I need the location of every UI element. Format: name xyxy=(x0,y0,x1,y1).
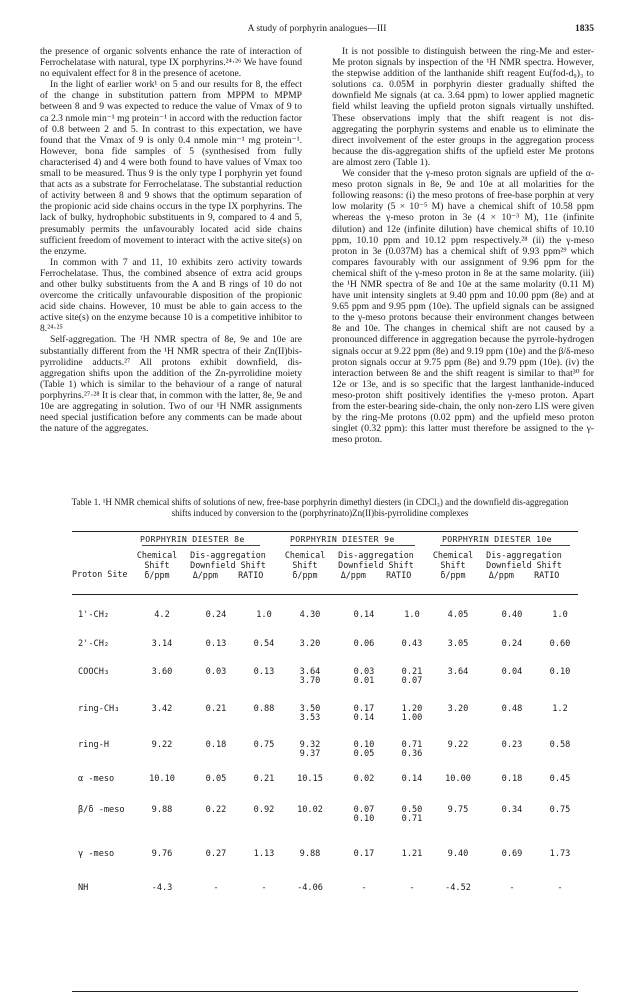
table-cell: 0.02 xyxy=(353,774,375,784)
table-cell: 9.75 xyxy=(447,805,469,815)
table-cell: 9.88 xyxy=(299,849,321,859)
table-cell: 0.50 xyxy=(401,805,423,815)
table-cell: 0.17 xyxy=(353,849,375,859)
table-cell: 0.05 xyxy=(353,749,375,759)
proton-site-header: Proton Site xyxy=(72,569,128,579)
table-cell: 9.22 xyxy=(151,740,173,750)
table-bottom-rule xyxy=(72,991,578,992)
table-cell: 0.03 xyxy=(353,667,375,677)
table-cell: 0.03 xyxy=(205,667,227,677)
table-cell: 0.21 xyxy=(205,704,227,714)
proton-site-label: 1'-CH₂ xyxy=(78,610,110,620)
table-cell: 0.27 xyxy=(205,849,227,859)
table-cell: 0.75 xyxy=(549,805,571,815)
table-cell: 0.58 xyxy=(549,740,571,750)
table-cell: 0.13 xyxy=(253,667,275,677)
table-cell: -4.3 xyxy=(151,883,173,893)
table-cell: 0.14 xyxy=(401,774,423,784)
table-cell: 0.21 xyxy=(401,667,423,677)
table-cell: 0.05 xyxy=(205,774,227,784)
paragraph: In the light of earlier work¹ on 5 and our results for 8, the effect of the change in substitution pattern from MPPM to MPMP between 8 and 9 was expected to reduce the value of Vmax of 9 to ca 2.3 nmole min⁻¹ mg protein⁻¹ in accord with the reduction factor of 0.8 between 2 and 5. In contrast to this expectation, we have found that the Vmax of 9 is only 0.4 nmole min⁻¹ mg protein⁻¹. However, bona fide samples of 5 (synthesised from fully characterised 4) and 4 were both found to have values of Vmax too small to be measured. Thus 9 is the only type I porphyrin yet found that acts as a substrate for Ferrochelatase. The substantial reduction of activity between 8 and 9 shows that the optimum separation of the propionic acid side chains occurs in the type IX porphyrins. The lack of bulky, hydrophobic substituents in 9, compared to 4 and 5, presumably permits the unfavourably located acid side chains sufficient freedom of movement to interact with the active site(s) on the enzyme. xyxy=(40,79,302,257)
proton-site-label: α -meso xyxy=(78,774,115,784)
table-cell: 3.60 xyxy=(151,667,173,677)
table-cell: 0.07 xyxy=(353,805,375,815)
table-cell: 3.64 xyxy=(299,667,321,677)
group-underline xyxy=(290,545,415,546)
paragraph: We consider that the γ-meso proton signals are upfield of the α-meso proton signals in 8e, 9e and 10e at all molarities for the following reasons: (i) the meso protons of free-base porphin at very low molarity (5 × 10⁻⁵ M) have a chemical shift of 10.58 ppm whereas the γ-meso proton in 3e (4 × 10⁻³ M), 11e (infinite dilution) and 12e (infinite dilution) have chemical shifts of 10.10 ppm, 10.10 ppm and 10.12 ppm respectively.²⁸ (ii) the γ-meso proton in 3e (0.037M) has a chemical shift of 9.93 ppm²⁹ which compares favourably with our assignment of 9.96 ppm for the chemical shift of the γ-meso proton in 8e at the same molarity. (iii) the ¹H NMR spectra of 8e and 10e at the same molarity (0.11 M) have unit intensity singlets at 9.40 ppm and 10.00 ppm (8e) and at 9.65 ppm and 9.95 ppm (10e). The upfield signals can be assigned to the γ-meso protons because their environment changes between 8e and 10e. The changes in chemical shift are not caused by a pronounced difference in aggregation because the pyrrole-hydrogen signals occur at 9.22 ppm (8e) and 9.19 ppm (10e) and the β/δ-meso proton signals occur at 9.75 ppm (8e) and 9.79 ppm (10e). (iv) the interaction between 8e and the shift reagent is similar to that³⁰ for 12e or 13e, and is so specific that the largest lanthanide-induced meso-proton shift positively identifies the γ-meso proton. Apart from the ester-bearing side-chain, the only non-zero LIS were given by the ring-Me protons (0.02 ppm) and the upfield meso proton singlet (0.32 ppm): this latter must therefore be assigned to the γ-meso proton. xyxy=(332,168,594,446)
table-cell: 0.24 xyxy=(205,610,227,620)
table-cell: 0.04 xyxy=(501,667,523,677)
table-cell: 0.21 xyxy=(253,774,275,784)
table-top-rule xyxy=(72,531,578,532)
table-cell: 0.69 xyxy=(501,849,523,859)
table-cell: 1.00 xyxy=(401,713,423,723)
table-cell: 9.88 xyxy=(151,805,173,815)
table-cell: - xyxy=(213,883,219,893)
table-cell: 0.10 xyxy=(353,814,375,824)
proton-site-label: β/δ -meso xyxy=(78,805,125,815)
table-cell: 3.20 xyxy=(299,639,321,649)
table-cell: 10.15 xyxy=(297,774,323,784)
table-cell: 0.10 xyxy=(549,667,571,677)
table-cell: 3.53 xyxy=(299,713,321,723)
table-cell: 4.05 xyxy=(447,610,469,620)
table-cell: 0.75 xyxy=(253,740,275,750)
table-cell: 0.54 xyxy=(253,639,275,649)
table-cell: 0.10 xyxy=(353,740,375,750)
table-cell: 0.01 xyxy=(353,676,375,686)
proton-site-label: NH xyxy=(78,883,89,893)
disaggregation-header: Dis-aggregation Downfield Shift Δ/ppm RATIO xyxy=(190,550,266,580)
table-cell: 0.06 xyxy=(353,639,375,649)
table-cell: 1.73 xyxy=(549,849,571,859)
table-cell: 0.48 xyxy=(501,704,523,714)
proton-site-label: γ -meso xyxy=(78,849,115,859)
proton-site-label: ring-CH₃ xyxy=(78,704,120,714)
table-cell: 9.32 xyxy=(299,740,321,750)
table-cell: 1.2 xyxy=(552,704,568,714)
running-title: A study of porphyrin analogues—III xyxy=(247,24,387,34)
table-cell: - xyxy=(361,883,367,893)
table-cell: 4.30 xyxy=(299,610,321,620)
table-cell: 0.14 xyxy=(353,713,375,723)
table-cell: 1.0 xyxy=(552,610,568,620)
chemical-shift-header: Chemical Shift δ/ppm xyxy=(284,550,326,580)
table-cell: 0.88 xyxy=(253,704,275,714)
table-cell: - xyxy=(557,883,563,893)
proton-site-label: COOCH₃ xyxy=(78,667,110,677)
paragraph: the presence of organic solvents enhance the rate of interaction of Ferrochelatase with natural, type IX porphyrins.²⁴·²⁶ We have found no equivalent effect for 8 in the presence of acetone. xyxy=(40,46,302,80)
table-cell: 0.22 xyxy=(205,805,227,815)
table-cell: 0.71 xyxy=(401,814,423,824)
table-cell: 3.64 xyxy=(447,667,469,677)
chemical-shift-header: Chemical Shift δ/ppm xyxy=(136,550,178,580)
left-text-column xyxy=(40,46,302,434)
table-cell: 3.20 xyxy=(447,704,469,714)
table-cell: 9.40 xyxy=(447,849,469,859)
table-cell: - xyxy=(509,883,515,893)
table-cell: 9.22 xyxy=(447,740,469,750)
table-cell: 0.13 xyxy=(205,639,227,649)
table-cell: 0.07 xyxy=(401,676,423,686)
chemical-shift-header: Chemical Shift δ/ppm xyxy=(432,550,474,580)
disaggregation-header: Dis-aggregation Downfield Shift Δ/ppm RATIO xyxy=(338,550,414,580)
table-cell: 10.10 xyxy=(149,774,175,784)
group-header-9e: PORPHYRIN DIESTER 9e xyxy=(290,534,395,544)
table-cell: 9.76 xyxy=(151,849,173,859)
table-cell: 0.18 xyxy=(205,740,227,750)
disaggregation-header: Dis-aggregation Downfield Shift Δ/ppm RATIO xyxy=(486,550,562,580)
table-cell: 10.02 xyxy=(297,805,323,815)
page-number: 1835 xyxy=(575,24,594,34)
table-cell: 1.20 xyxy=(401,704,423,714)
table-cell: 1.13 xyxy=(253,849,275,859)
right-text-column xyxy=(332,46,594,445)
paragraph: It is not possible to distinguish between the ring-Me and ester-Me proton signals by inspection of the ¹H NMR spectra. However, the stepwise addition of the lanthanide shift reagent Eu(fod-d₉)₃ to solutions ca. 0.05M in porphyrin diester gradually shifted the downfield Me signals (at ca. 3.64 ppm) to lower applied magnetic field whilst leaving the upfield proton signals virtually unshifted. These observations imply that the shift reagent is not dis-aggregating the porphyrin systems and enable us to eliminate the direct involvement of the ester groups in the aggregation process because the dis-aggregation shifts of the upfield ester Me protons are almost zero (Table 1). xyxy=(332,46,594,168)
table-cell: 0.18 xyxy=(501,774,523,784)
table-cell: 1.0 xyxy=(404,610,420,620)
table-cell: 1.0 xyxy=(256,610,272,620)
table-cell: 0.36 xyxy=(401,749,423,759)
paragraph: In common with 7 and 11, 10 exhibits zero activity towards Ferrochelatase. Thus, the combined absence of extra acid groups and other bulky substituents from the A and B rings of 10 do not overcome the critically unfavourable disposition of the propionic acid side chains. However, 10 must be able to gain access to the active site(s) on the enzyme because 10 is a competitive inhibitor to 8.²⁴·²⁵ xyxy=(40,256,302,335)
table-cell: 0.71 xyxy=(401,740,423,750)
group-underline xyxy=(440,545,570,546)
table-cell: 0.23 xyxy=(501,740,523,750)
group-header-10e: PORPHYRIN DIESTER 10e xyxy=(442,534,552,544)
table-cell: -4.06 xyxy=(297,883,323,893)
table-cell: 0.92 xyxy=(253,805,275,815)
table-cell: - xyxy=(409,883,415,893)
proton-site-label: 2'-CH₂ xyxy=(78,639,110,649)
table-caption: Table 1. ¹H NMR chemical shifts of solutions of new, free-base porphyrin dimethyl diesters (in CDCl₃) and the downfield dis-aggregation shifts induced by conversion to the (porphyrinato)Zn(II)bis-pyrrolidine complexes xyxy=(71,497,569,518)
table-cell: 3.14 xyxy=(151,639,173,649)
table-cell: 3.05 xyxy=(447,639,469,649)
group-header-8e: PORPHYRIN DIESTER 8e xyxy=(140,534,245,544)
table-cell: 0.60 xyxy=(549,639,571,649)
table-cell: -4.52 xyxy=(445,883,471,893)
table-cell: 0.45 xyxy=(549,774,571,784)
table-cell: 3.42 xyxy=(151,704,173,714)
table-cell: 3.70 xyxy=(299,676,321,686)
table-cell: 0.43 xyxy=(401,639,423,649)
table-cell: 9.37 xyxy=(299,749,321,759)
table-header-rule xyxy=(72,594,578,595)
table-cell: 0.40 xyxy=(501,610,523,620)
table-cell: 0.24 xyxy=(501,639,523,649)
table-cell: - xyxy=(261,883,267,893)
table-cell: 3.50 xyxy=(299,704,321,714)
proton-site-label: ring-H xyxy=(78,740,110,750)
table-cell: 10.00 xyxy=(445,774,471,784)
table-cell: 0.17 xyxy=(353,704,375,714)
table-cell: 1.21 xyxy=(401,849,423,859)
table-cell: 0.14 xyxy=(353,610,375,620)
table-cell: 0.34 xyxy=(501,805,523,815)
group-underline xyxy=(142,545,260,546)
page-header xyxy=(40,24,594,38)
table-cell: 4.2 xyxy=(154,610,170,620)
paragraph-self-aggregation: Self-aggregation. The ¹H NMR spectra of 8e, 9e and 10e are substantially different from the ¹H NMR spectra of their Zn(II)bis-pyrrolidine adducts.²⁷ All protons exhibit downfield, dis-aggregation shifts upon the addition of the Zn-pyrrolidine moiety (Table 1) which is similar to the behaviour of a range of natural porphyrins.²⁷·²⁸ It is clear that, in common with the latter, 8e, 9e and 10e are aggregating in solution. Two of our ¹H NMR assignments need special justification before any comments can be made about the nature of the aggregates. xyxy=(40,334,302,435)
